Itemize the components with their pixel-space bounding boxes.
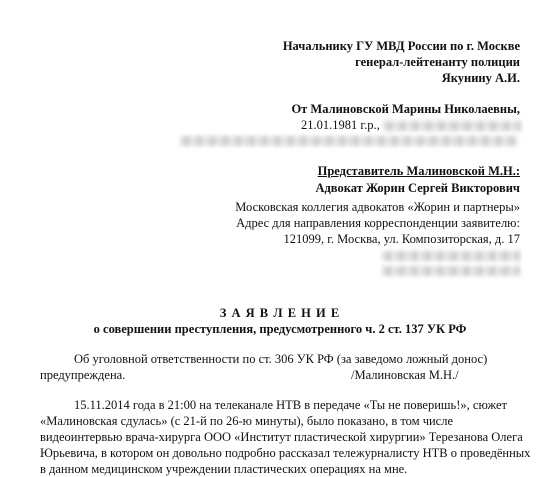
- sender-address-line: [180, 133, 518, 148]
- body-line-5: в данном медицинском учреждении пластических операциях на мне.: [40, 462, 408, 476]
- signature: /Малиновская М.Н./: [351, 368, 459, 382]
- body-line-3: видеоинтервью врача-хирурга ООО «Институт пластической хирургии» Терезанова Олега: [40, 430, 523, 444]
- document-title: З А Я В Л Е Н И Е: [219, 306, 341, 320]
- document-subtitle: о совершении преступления, предусмотренного ч. 2 ст. 137 УК РФ: [93, 322, 467, 336]
- sender-from: От Малиновской Марины Николаевны,: [291, 102, 520, 116]
- redacted-text: [382, 266, 520, 276]
- representative-heading: Представитель Малиновской М.Н.:: [317, 164, 520, 178]
- redacted-text: [180, 136, 518, 146]
- address-value: 121099, г. Москва, ул. Композиторская, д. 17: [283, 232, 520, 246]
- addressee-line-2: генерал-лейтенанту полиции: [355, 55, 520, 69]
- sender-dob-line: [301, 118, 521, 133]
- body-line-4: Юрьевича, в котором он довольно подробно рассказал тележурналисту НТВ о проведённых: [40, 446, 531, 460]
- phone-line-1: [382, 248, 520, 263]
- redacted-text: [382, 251, 520, 261]
- sender-dob: 21.01.1981 г.р.,: [301, 118, 380, 132]
- phone-line-2: [382, 263, 520, 278]
- representative-name: Адвокат Жорин Сергей Викторович: [315, 181, 520, 195]
- address-label: Адрес для направления корреспонденции заявителю:: [236, 216, 520, 230]
- addressee-line-3: Якунину А.И.: [441, 71, 520, 85]
- addressee-line-1: Начальнику ГУ МВД России по г. Москве: [282, 39, 520, 53]
- representative-org: Московская коллегия адвокатов «Жорин и партнеры»: [235, 200, 520, 214]
- body-line-1: 15.11.2014 года в 21:00 на телеканале НТВ в передаче «Ты не поверишь!», сюжет: [74, 398, 507, 412]
- body-line-2: «Малиновская сдулась» (с 21-й по 26-ю минуты), было показано, в том числе: [40, 414, 454, 428]
- redacted-text: [383, 121, 521, 131]
- warning-line-1: Об уголовной ответственности по ст. 306 УК РФ (за заведомо ложный донос): [74, 352, 488, 366]
- warning-line-2: предупреждена.: [40, 368, 126, 382]
